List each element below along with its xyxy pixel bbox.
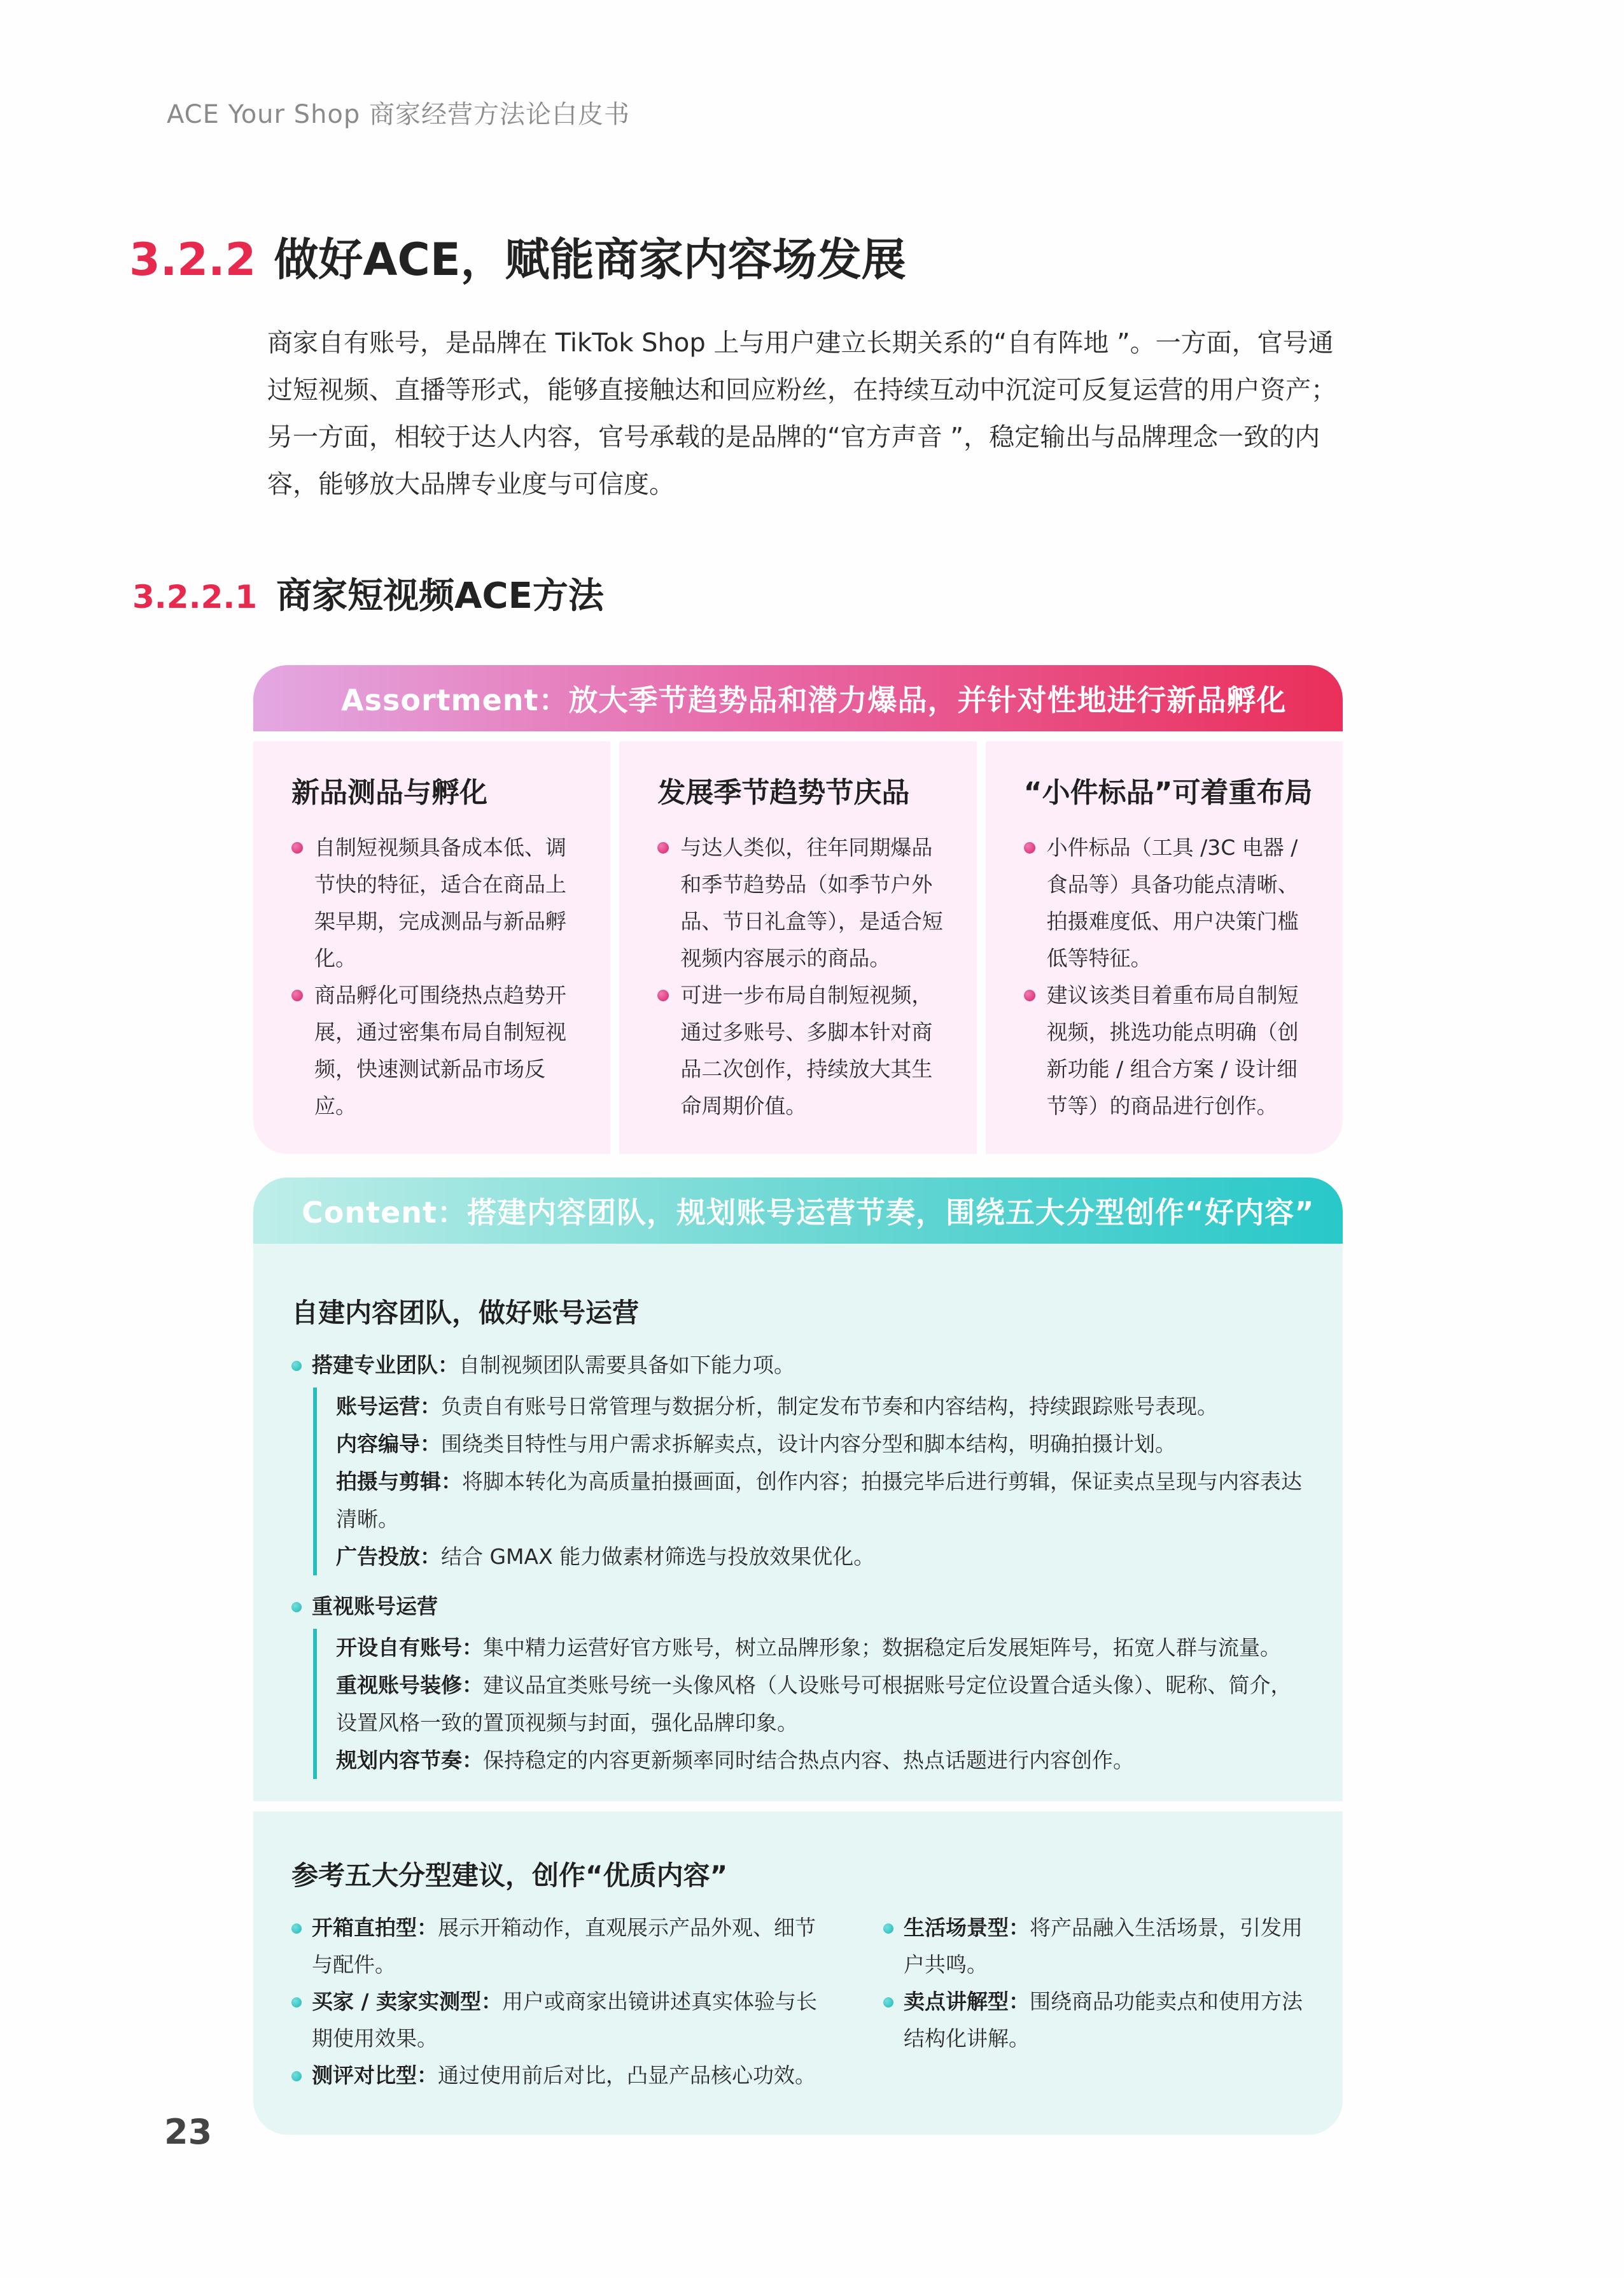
bullet-label: 重视账号运营 bbox=[312, 1594, 438, 1619]
role-item bbox=[336, 1463, 1305, 1538]
bullet-text: 自制视频团队需要具备如下能力项。 bbox=[459, 1353, 795, 1377]
column-title: 发展季节趋势节庆品 bbox=[657, 777, 910, 809]
type-text: 用户或商家出镜讲述真实体验与长期使用效果。 bbox=[312, 1989, 818, 2051]
content-types-left bbox=[291, 1909, 832, 2094]
ops-label: 重视账号装修： bbox=[336, 1673, 483, 1698]
type-text: 将产品融入生活场景，引发用户共鸣。 bbox=[904, 1915, 1303, 1977]
content-types-right bbox=[883, 1909, 1303, 2094]
content-types-grid bbox=[291, 1909, 1305, 2094]
section-title: 做好ACE，赋能商家内容场发展 bbox=[274, 234, 906, 286]
section-number: 3.2.2 bbox=[129, 234, 256, 286]
ops-text: 集中精力运营好官方账号，树立品牌形象；数据稳定后发展矩阵号，拓宽人群与流量。 bbox=[483, 1635, 1281, 1660]
role-label: 内容编导： bbox=[336, 1431, 441, 1456]
content-banner: Content：搭建内容团队，规划账号运营节奏，围绕五大分型创作“好内容” bbox=[253, 1178, 1343, 1244]
type-text: 通过使用前后对比，凸显产品核心功效。 bbox=[438, 2063, 816, 2088]
section-heading bbox=[129, 224, 906, 288]
ops-item bbox=[336, 1666, 1305, 1741]
bullet-item bbox=[291, 1909, 832, 1983]
type-label: 测评对比型： bbox=[312, 2063, 438, 2088]
bullet-label: 搭建专业团队： bbox=[312, 1353, 459, 1377]
type-label: 开箱直拍型： bbox=[312, 1915, 438, 1940]
assortment-column bbox=[619, 742, 976, 1154]
role-text: 结合 GMAX 能力做素材筛选与投放效果优化。 bbox=[441, 1544, 875, 1569]
ops-item bbox=[336, 1741, 1305, 1779]
content-types-card bbox=[253, 1811, 1343, 2135]
ops-text: 保持稳定的内容更新频率同时结合热点内容、热点话题进行内容创作。 bbox=[483, 1748, 1134, 1773]
role-label: 拍摄与剪辑： bbox=[336, 1469, 462, 1494]
role-item bbox=[336, 1538, 1305, 1575]
ops-text: 建议品宜类账号统一头像风格（人设账号可根据账号定位设置合适头像）、昵称、简介，设置风格一致的置顶视频与封面，强化品牌印象。 bbox=[336, 1673, 1292, 1735]
bullet-item bbox=[291, 1588, 1305, 1625]
subsection-heading bbox=[132, 568, 604, 619]
ops-label: 规划内容节奏： bbox=[336, 1748, 483, 1773]
subsection-title: 商家短视频ACE方法 bbox=[276, 575, 604, 617]
bullet-item: 与达人类似，往年同期爆品和季节趋势品（如季节户外品、节日礼盒等），是适合短视频内容展示的商品。 bbox=[657, 829, 947, 977]
type-label: 生活场景型： bbox=[904, 1915, 1030, 1940]
bullet-item bbox=[291, 1347, 1305, 1384]
type-text: 展示开箱动作，直观展示产品外观、细节与配件。 bbox=[312, 1915, 816, 1977]
role-text: 负责自有账号日常管理与数据分析，制定发布节奏和内容结构，持续跟踪账号表现。 bbox=[441, 1394, 1218, 1419]
bullet-item: 商品孵化可围绕热点趋势开展，通过密集布局自制短视频，快速测试新品市场反应。 bbox=[291, 977, 581, 1125]
column-title: “小件标品”可着重布局 bbox=[1023, 777, 1313, 809]
ops-list bbox=[313, 1629, 1305, 1779]
ops-item bbox=[336, 1629, 1305, 1666]
type-label: 买家 / 卖家实测型： bbox=[312, 1989, 503, 2014]
bullet-item: 可进一步布局自制短视频，通过多账号、多脚本针对商品二次创作，持续放大其生命周期价值。 bbox=[657, 977, 947, 1125]
assortment-column bbox=[986, 742, 1343, 1154]
role-item bbox=[336, 1425, 1305, 1463]
content-team-card bbox=[253, 1244, 1343, 1801]
bullet-item bbox=[883, 1909, 1303, 1983]
section-intro bbox=[267, 320, 1349, 508]
running-header: ACE Your Shop 商家经营方法论白皮书 bbox=[167, 100, 631, 129]
assortment-columns bbox=[253, 742, 1343, 1154]
type-label: 卖点讲解型： bbox=[904, 1989, 1030, 2014]
intro-paragraph: 商家自有账号，是品牌在 TikTok Shop 上与用户建立长期关系的“自有阵地 ”。一方面，官号通过短视频、直播等形式，能够直接触达和回应粉丝，在持续互动中沉淀可反复运营的用户资产；另一方面，相较于达人内容，官号承载的是品牌的“官方声音 ”，稳定输出与品牌理念一致的内容，能够放大品牌专业度与可信度。 bbox=[267, 328, 1336, 499]
bullet-item bbox=[291, 2057, 832, 2094]
role-text: 将脚本转化为高质量拍摄画面，创作内容；拍摄完毕后进行剪辑，保证卖点呈现与内容表达清晰。 bbox=[336, 1469, 1302, 1531]
bullet-item bbox=[883, 1983, 1303, 2057]
team-role-list bbox=[313, 1388, 1305, 1575]
subsection-number: 3.2.2.1 bbox=[132, 579, 258, 615]
column-title: 新品测品与孵化 bbox=[291, 777, 487, 809]
role-item bbox=[336, 1388, 1305, 1425]
bullet-item: 小件标品（工具 /3C 电器 / 食品等）具备功能点清晰、拍摄难度低、用户决策门槛低等特征。 bbox=[1024, 829, 1313, 977]
bullet-item bbox=[291, 1983, 832, 2057]
card-title: 自建内容团队，做好账号运营 bbox=[291, 1297, 640, 1328]
card-title: 参考五大分型建议，创作“优质内容” bbox=[291, 1860, 728, 1891]
page-number: 23 bbox=[164, 2112, 213, 2152]
ops-label: 开设自有账号： bbox=[336, 1635, 483, 1660]
assortment-banner: Assortment：放大季节趋势品和潜力爆品，并针对性地进行新品孵化 bbox=[253, 665, 1343, 731]
role-text: 围绕类目特性与用户需求拆解卖点，设计内容分型和脚本结构，明确拍摄计划。 bbox=[441, 1431, 1176, 1456]
assortment-column bbox=[253, 742, 610, 1154]
role-label: 广告投放： bbox=[336, 1544, 441, 1569]
bullet-item: 自制短视频具备成本低、调节快的特征，适合在商品上架早期，完成测品与新品孵化。 bbox=[291, 829, 581, 977]
type-text: 围绕商品功能卖点和使用方法结构化讲解。 bbox=[904, 1989, 1303, 2051]
role-label: 账号运营： bbox=[336, 1394, 441, 1419]
bullet-item: 建议该类目着重布局自制短视频，挑选功能点明确（创新功能 / 组合方案 / 设计细节等）的商品进行创作。 bbox=[1024, 977, 1313, 1125]
